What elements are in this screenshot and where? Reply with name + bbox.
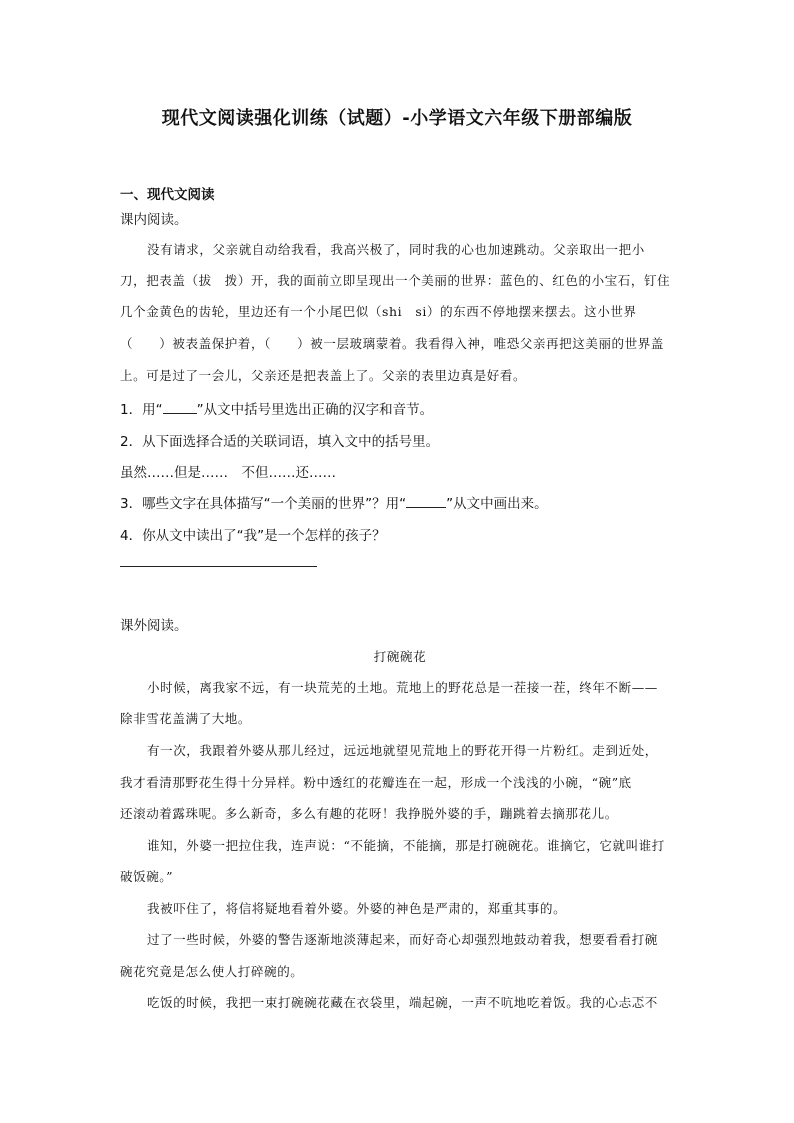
- question-1-blank: [163, 401, 197, 414]
- passage1-line-2: 刀，把表盖（拔 拨）开，我的面前立即呈现出一个美丽的世界：蓝色的、红色的小宝石，钉住: [120, 273, 671, 288]
- question-1: [120, 398, 680, 418]
- passage2-line-11: 吃饭的时候，我把一束打碗碗花藏在衣袋里，端起碗，一声不吭地吃着饭。我的心忐忑不: [147, 995, 658, 1010]
- passage2-line-1: 小时候，离我家不远，有一块荒芜的土地。荒地上的野花总是一茬接一茬，终年不断——: [147, 680, 658, 695]
- passage2-line-6: 谁知，外婆一把拉住我，连声说：“不能摘，不能摘，那是打碗碗花。谁摘它，它就叫谁打: [147, 838, 665, 853]
- passage2-line-8: 我被吓住了，将信将疑地看着外婆。外婆的神色是严肃的，郑重其事的。: [147, 901, 567, 916]
- section-heading: 一、现代文阅读: [120, 187, 215, 203]
- question-4: 4．你从文中读出了“我”是一个怎样的孩子？: [120, 528, 386, 544]
- question-2-options: 虽然……但是…… 不但……还……: [120, 465, 336, 481]
- passage2-line-4: 我才看清那野花生得十分异样。粉中透红的花瓣连在一起，形成一个浅浅的小碗，“碗”底: [120, 775, 632, 790]
- subheading-in-class-reading: 课内阅读。: [120, 212, 188, 228]
- passage2-line-10: 碗花究竟是怎么使人打碎碗的。: [120, 964, 304, 979]
- question-1-suffix: ”从文中括号里选出正确的汉字和音节。: [196, 402, 434, 418]
- question-2: 2．从下面选择合适的关联词语，填入文中的括号里。: [120, 434, 440, 450]
- question-3-blank: [406, 495, 446, 508]
- passage2-line-7: 破饭碗。”: [120, 869, 174, 884]
- question-3-prefix: 3．哪些文字在具体描写“一个美丽的世界”？用“: [120, 496, 407, 512]
- passage1-line-4: （ ）被表盖保护着，（ ）被一层玻璃蒙着。我看得入神，唯恐父亲再把这美丽的世界盖: [120, 336, 664, 351]
- question-1-prefix: 1．用“: [120, 402, 163, 418]
- passage2-line-2: 除非雪花盖满了大地。: [120, 711, 252, 726]
- passage1-line-1: 没有请求，父亲就自动给我看，我高兴极了，同时我的心也加速跳动。父亲取出一把小: [147, 242, 645, 257]
- document-title: 现代文阅读强化训练（试题）-小学语文六年级下册部编版: [161, 108, 633, 129]
- passage2-line-5: 还滚动着露珠呢。多么新奇，多么有趣的花呀！我挣脱外婆的手，蹦跳着去摘那花儿。: [120, 806, 618, 821]
- story-title: 打碗碗花: [373, 649, 427, 664]
- passage2-line-9: 过了一些时候，外婆的警告逐渐地淡薄起来，而好奇心却强烈地鼓动着我，想要看看打碗: [147, 932, 658, 947]
- answer-line: [120, 566, 317, 567]
- question-3-suffix: ”从文中画出来。: [446, 496, 548, 512]
- passage1-line-5: 上。可是过了一会儿，父亲还是把表盖上了。父亲的表里边真是好看。: [120, 368, 527, 383]
- passage1-line-3: 几个金黄色的齿轮，里边还有一个小尾巴似（shi si）的东西不停地摆来摆去。这小世界: [120, 304, 637, 319]
- passage2-line-3: 有一次，我跟着外婆从那儿经过，远远地就望见荒地上的野花开得一片粉红。走到近处，: [147, 743, 658, 758]
- question-3: [120, 492, 680, 512]
- subheading-extra-reading: 课外阅读。: [120, 618, 188, 634]
